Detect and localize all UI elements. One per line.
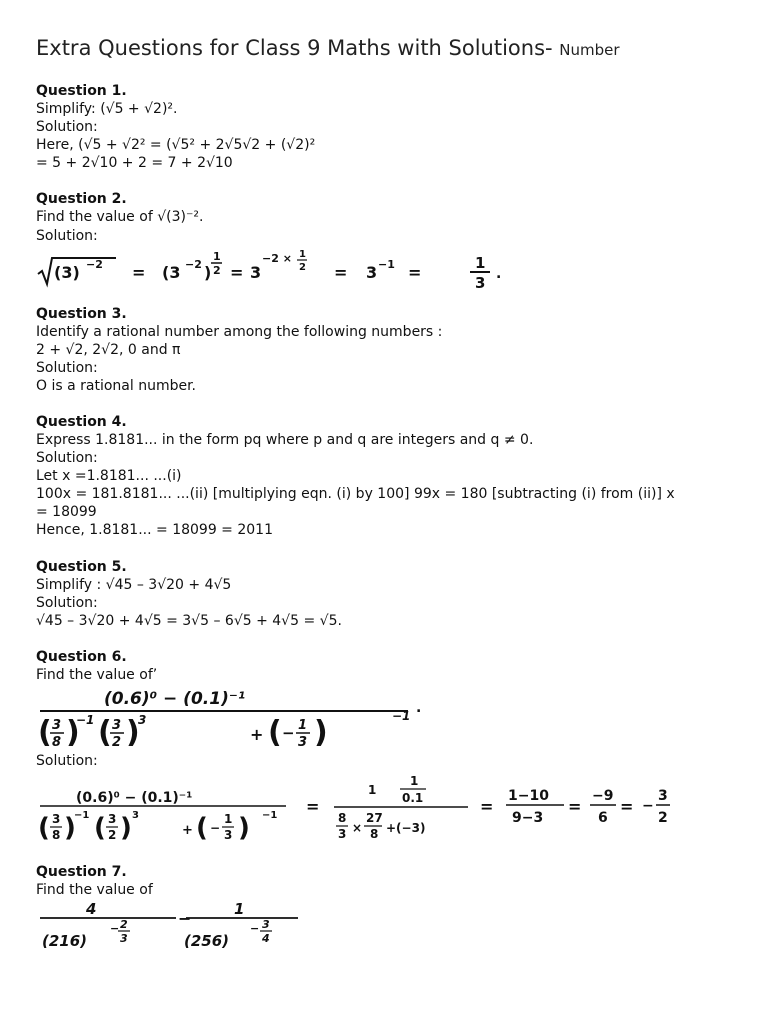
math-numerator: 3	[658, 788, 668, 804]
math-text: )	[204, 263, 212, 282]
q3-answer: O is a rational number.	[36, 378, 197, 394]
math-denominator: (216)	[42, 932, 88, 950]
q2-heading: Question 2.	[36, 191, 127, 207]
q5-answer: √45 – 3√20 + 4√5 = 3√5 – 6√5 + 4√5 = √5.	[36, 613, 342, 629]
math-text: (3)	[54, 263, 80, 282]
q7-heading: Question 7.	[36, 864, 127, 880]
math-denominator: 3	[224, 828, 233, 842]
q4-question: Express 1.8181... in the form pq where p and q are integers and q ≠ 0.	[36, 432, 534, 448]
math-text: =	[334, 263, 348, 282]
math-denominator: 0.1	[402, 791, 424, 805]
q1-solution-label: Solution:	[36, 119, 98, 135]
math-numerator: 4	[86, 900, 97, 918]
math-exponent: 1	[213, 250, 221, 263]
math-numerator: (0.6)⁰ − (0.1)⁻¹	[76, 790, 193, 806]
math-text: (3	[162, 263, 181, 282]
q1-solution-line: Here, (√5 + √2² = (√5² + 2√5√2 + (√2)²	[36, 137, 316, 153]
q3-solution-label: Solution:	[36, 360, 98, 376]
q4-heading: Question 4.	[36, 414, 127, 430]
math-text: )	[238, 813, 250, 843]
math-exponent: −2	[86, 258, 103, 271]
math-numerator: 1	[224, 812, 233, 826]
math-denominator: 3	[338, 827, 347, 841]
math-exponent: 2	[120, 918, 128, 931]
title-suffix: Number	[559, 41, 620, 59]
math-text: (	[38, 813, 50, 843]
q1-heading: Question 1.	[36, 83, 127, 99]
q2-solution-math	[36, 244, 516, 292]
q7-question-math	[36, 898, 336, 956]
math-text: .	[416, 700, 422, 716]
math-text: +	[250, 725, 264, 744]
math-exponent: 2	[299, 262, 306, 273]
math-denominator: 8	[52, 735, 62, 750]
page-title	[36, 36, 620, 60]
math-denominator: 2	[658, 810, 668, 826]
math-text: )	[64, 813, 76, 843]
math-denominator: 3	[298, 735, 308, 750]
math-text: )	[120, 813, 132, 843]
math-exponent: −2	[185, 258, 202, 271]
math-denominator: 8	[370, 827, 379, 841]
math-text: 1	[368, 783, 377, 797]
math-exponent: −1	[74, 810, 90, 821]
math-exponent: −1	[392, 709, 411, 723]
q1-solution-line: = 5 + 2√10 + 2 = 7 + 2√10	[36, 155, 233, 171]
math-numerator: 1−10	[508, 788, 549, 804]
math-text: =	[408, 263, 422, 282]
math-numerator: 1	[234, 900, 245, 918]
math-exponent: 3	[138, 713, 147, 727]
q6-solution-math	[36, 772, 676, 844]
math-text: =	[230, 263, 244, 282]
q5-question: Simplify : √45 – 3√20 + 4√5	[36, 577, 232, 593]
q1-question: Simplify: (√5 + √2)².	[36, 101, 178, 117]
q4-solution-line: Hence, 1.8181... = 18099 = 2011	[36, 522, 273, 538]
math-text: −	[178, 909, 192, 928]
q6-question: Find the value of’	[36, 667, 158, 683]
math-denominator: 3	[475, 274, 486, 292]
math-text: =	[620, 797, 634, 816]
math-exponent: 2	[213, 264, 221, 277]
math-exponent: −1	[378, 258, 395, 271]
math-text: (	[94, 813, 106, 843]
title-main: Extra Questions for Class 9 Maths with Solutions-	[36, 36, 553, 60]
math-text: .	[496, 266, 502, 282]
q6-question-math	[36, 684, 456, 750]
q4-solution-line: 100x = 181.8181... ...(ii) [multiplying eqn. (i) by 100] 99x = 180 [subtracting (i) from (ii)] x	[36, 486, 675, 502]
math-text: =	[480, 797, 494, 816]
math-exponent: −	[110, 922, 120, 935]
math-denominator: 6	[598, 810, 608, 826]
math-text: −	[642, 798, 654, 814]
math-exponent: 3	[120, 932, 128, 945]
math-exponent: 3	[262, 918, 270, 931]
math-numerator: −9	[592, 788, 614, 804]
math-text: )	[66, 715, 80, 750]
math-text: −	[210, 821, 221, 835]
q5-heading: Question 5.	[36, 559, 127, 575]
math-text: (	[196, 813, 208, 843]
math-denominator: 2	[112, 735, 122, 750]
math-text: 3	[366, 263, 378, 282]
math-text: +(−3)	[386, 821, 426, 835]
math-exponent: −1	[76, 713, 95, 727]
math-text: )	[314, 715, 328, 750]
math-numerator: 1	[410, 774, 419, 788]
math-exponent: −	[250, 922, 260, 935]
math-exponent: 3	[132, 810, 139, 821]
q2-solution-label: Solution:	[36, 228, 98, 244]
math-numerator: 27	[366, 811, 383, 825]
q6-solution-label: Solution:	[36, 753, 98, 769]
math-exponent: 4	[262, 932, 270, 945]
math-text: =	[568, 797, 582, 816]
math-text: (	[98, 715, 112, 750]
math-numerator: 1	[475, 254, 486, 272]
math-denominator: 9−3	[512, 810, 544, 826]
math-exponent: −1	[262, 810, 278, 821]
math-text: +	[182, 823, 193, 838]
q3-heading: Question 3.	[36, 306, 127, 322]
math-numerator: 8	[338, 811, 347, 825]
math-text: −	[282, 724, 295, 742]
math-numerator: 3	[112, 718, 122, 733]
math-text: (	[268, 715, 282, 750]
math-text: =	[306, 797, 320, 816]
math-numerator: 3	[108, 812, 117, 826]
q4-solution-line: = 18099	[36, 504, 97, 520]
q3-options: 2 + √2, 2√2, 0 and π	[36, 342, 181, 358]
q7-question: Find the value of	[36, 882, 153, 898]
math-text: (	[38, 715, 52, 750]
q5-solution-label: Solution:	[36, 595, 98, 611]
q6-heading: Question 6.	[36, 649, 127, 665]
math-numerator: 3	[52, 718, 62, 733]
math-text: )	[126, 715, 140, 750]
q4-solution-line: Let x =1.8181... ...(i)	[36, 468, 182, 484]
math-denominator: 2	[108, 828, 117, 842]
math-exponent: 1	[299, 249, 306, 260]
math-denominator: (256)	[184, 932, 230, 950]
math-denominator: 8	[52, 828, 61, 842]
math-numerator: 1	[298, 718, 308, 733]
math-text: ×	[352, 821, 363, 835]
math-exponent: −2 ×	[262, 252, 292, 265]
q2-question: Find the value of √(3)⁻².	[36, 209, 204, 225]
math-text: 3	[250, 263, 262, 282]
math-numerator: (0.6)⁰ − (0.1)⁻¹	[104, 689, 246, 709]
q3-question: Identify a rational number among the following numbers :	[36, 324, 443, 340]
math-numerator: 3	[52, 812, 61, 826]
q4-solution-label: Solution:	[36, 450, 98, 466]
math-text: =	[132, 263, 146, 282]
